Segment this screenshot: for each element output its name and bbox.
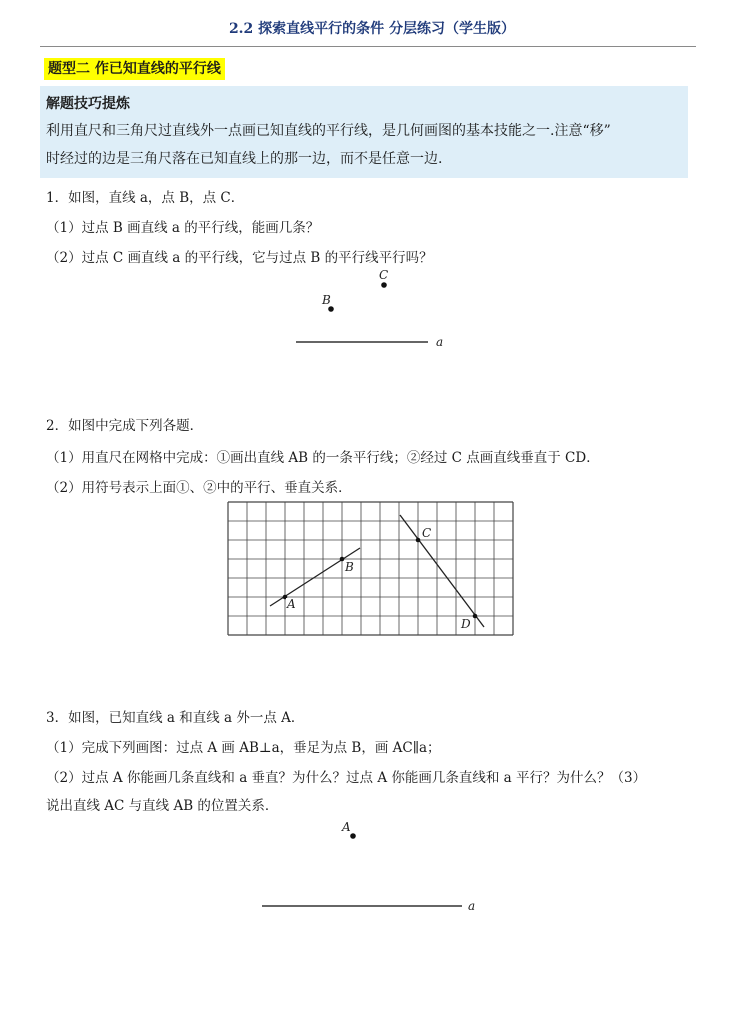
q3-part-3: 说出直线 AC 与直线 AB 的位置关系． (46, 798, 279, 814)
q3-part-1: （1）完成下列画图：过点 A 画 AB⊥a，垂足为点 B，画 AC∥a； (46, 740, 441, 756)
q1-figure (296, 268, 443, 349)
q2-grid-figure (228, 502, 513, 635)
section-heading: 题型二 作已知直线的平行线 (44, 58, 225, 80)
q1-label-b: B (322, 293, 331, 307)
q2-stem: 2．如图中完成下列各题． (46, 418, 204, 434)
q1-stem: 1．如图，直线 a，点 B，点 C． (46, 190, 245, 206)
q3-figure (262, 820, 475, 913)
q1-part-2: （2）过点 C 画直线 a 的平行线，它与过点 B 的平行线平行吗？ (46, 250, 433, 266)
q3-label-a-point: A (342, 820, 351, 834)
q1-part-1: （1）过点 B 画直线 a 的平行线，能画几条？ (46, 220, 320, 236)
grid-label-b: B (345, 560, 354, 574)
point-c (416, 538, 421, 543)
point-b (328, 306, 334, 312)
point-d (473, 614, 478, 619)
q2-part-2: （2）用符号表示上面①、②中的平行、垂直关系． (46, 480, 352, 496)
q3-part-2: （2）过点 A 你能画几条直线和 a 垂直？为什么？过点 A 你能画几条直线和 a 平行？为什么？（3） (46, 770, 647, 786)
grid-label-c: C (422, 526, 432, 540)
point-b (340, 557, 345, 562)
grid-label-a: A (287, 597, 296, 611)
q1-label-c: C (379, 268, 389, 282)
q2-part-1: （1）用直尺在网格中完成：①画出直线 AB 的一条平行线；②经过 C 点画直线垂直于 CD． (46, 450, 600, 466)
grid-label-d: D (461, 617, 471, 631)
page-title: 2.2 探索直线平行的条件 分层练习（学生版） (228, 21, 516, 37)
q3-stem: 3．如图，已知直线 a 和直线 a 外一点 A． (46, 710, 305, 726)
q3-label-a-line: a (468, 899, 476, 913)
q1-label-a: a (436, 335, 444, 349)
tip-text-line-1: 利用直尺和三角尺过直线外一点画已知直线的平行线，是几何画图的基本技能之一.注意“移” (46, 123, 611, 139)
tip-text-line-2: 时经过的边是三角尺落在已知直线上的那一边，而不是任意一边. (46, 151, 443, 167)
line-cd (400, 515, 484, 627)
point-a (350, 833, 356, 839)
tip-title: 解题技巧提炼 (46, 96, 130, 112)
point-c (381, 282, 387, 288)
